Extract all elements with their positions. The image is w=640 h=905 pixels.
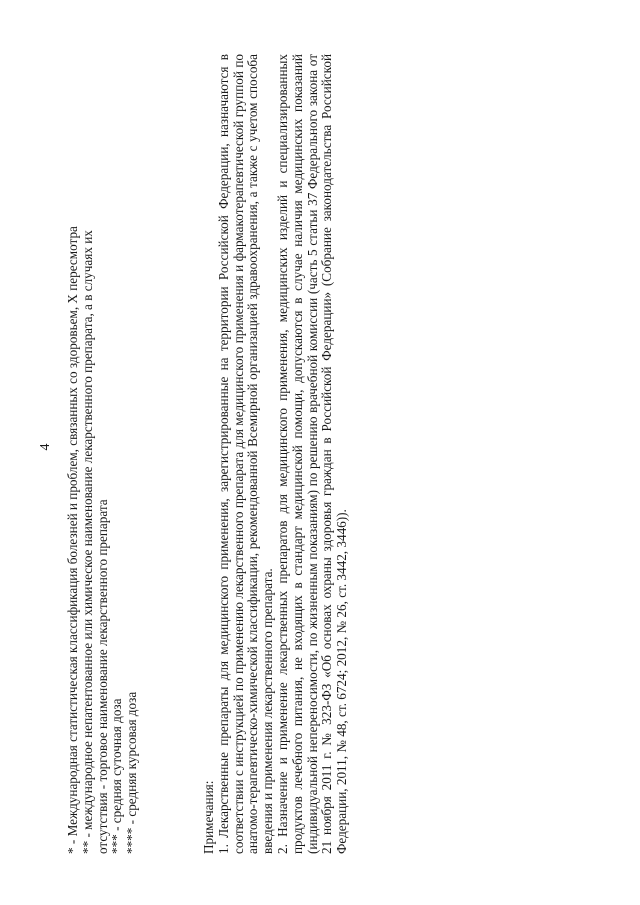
- footnote-inn-continued: отсутствия - торговое наименование лекарственного препарата: [94, 499, 110, 854]
- footnote-icd: * - Международная статистическая классификация болезней и проблем, связанных со здоровьем, X пересмотра: [65, 226, 80, 854]
- footnotes: [66, 40, 140, 854]
- footnote-course-dose: **** - средняя курсовая доза: [124, 691, 140, 854]
- rotated-content: [38, 40, 396, 854]
- note-item-1: 1. Лекарственные препараты для медицинского применения, зарегистрированные на территории Российской Федерации, назначаются в соответствии с инструкцией по применению лекарственного препарата для медицинского применения и фармакотерапевтической группой по анатомо-терапевтическо-химической классификации, рекомендованной Всемирной организацией здравоохранения, а также с учетом способа введения и применения лекарственного препарата.: [215, 54, 276, 854]
- footnote-inn: ** - международное непатентованное или химическое наименование лекарственного препарата, а в случаях их: [79, 230, 95, 854]
- footnote-daily-dose: *** - средняя суточная доза: [109, 698, 125, 854]
- notes-heading: Примечания:: [201, 780, 216, 854]
- note-item-2: 2. Назначение и применение лекарственных препаратов для медицинского применения, медицинских изделий и специализированных продуктов лечебного питания, не входящих в стандарт медицинской помощи, допускаются в случае наличия медицинских показаний (индивидуальной непереносимости, по жизненным показаниям) по решению врачебной комиссии (часть 5 статьи 37 Федерального закона от 21 ноября 2011 г. № 323-ФЗ «Об основах охраны здоровья граждан в Российской Федерации» (Собрание законодательства Российской Федерации, 2011, № 48, ст. 6724; 2012, № 26, ст. 3442, 3446)).: [274, 54, 350, 854]
- notes-section: [202, 54, 350, 854]
- page-number: 4: [38, 443, 53, 451]
